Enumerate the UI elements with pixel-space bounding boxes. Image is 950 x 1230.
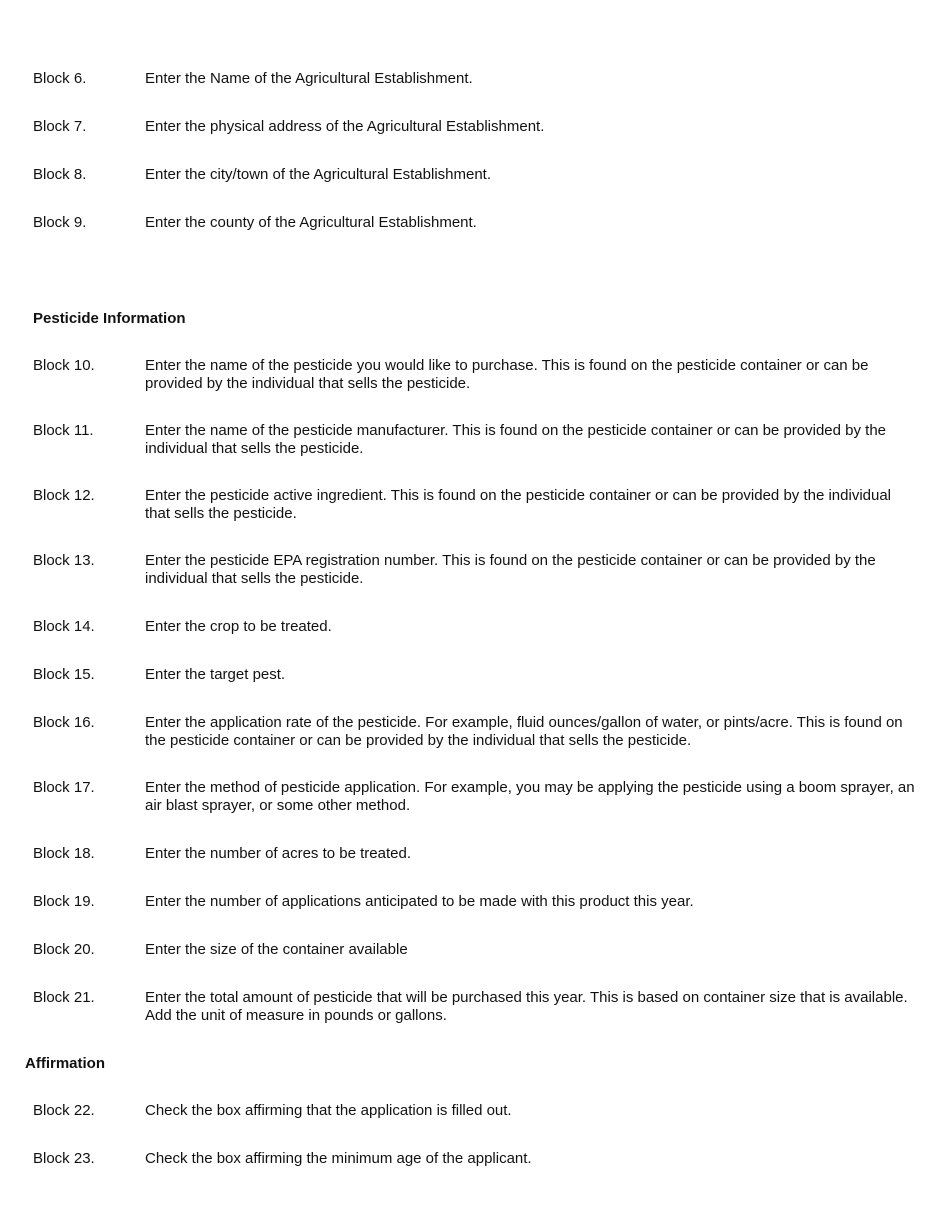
block-instruction: Enter the name of the pesticide manufacturer. This is found on the pesticide container or can be provided by the individual that sells the pesticide.	[145, 422, 887, 457]
block-label: Block 10.	[33, 357, 95, 374]
block-instruction: Enter the city/town of the Agricultural Establishment.	[145, 166, 492, 183]
block-label: Block 21.	[33, 989, 95, 1006]
block-label: Block 17.	[33, 779, 95, 796]
block-label: Block 7.	[33, 118, 87, 135]
block-label: Block 18.	[33, 845, 95, 862]
block-instruction: Enter the application rate of the pesticide. For example, fluid ounces/gallon of water, or pints/acre. This is found on the pesticide container or can be provided by the individual that sells the pesticide.	[145, 714, 903, 749]
block-instruction: Enter the number of applications anticipated to be made with this product this year.	[145, 893, 694, 910]
block-instruction: Enter the county of the Agricultural Establishment.	[145, 214, 477, 231]
block-label: Block 20.	[33, 941, 95, 958]
block-instruction: Check the box affirming the minimum age of the applicant.	[145, 1150, 532, 1167]
block-label: Block 22.	[33, 1102, 95, 1119]
block-label: Block 15.	[33, 666, 95, 683]
block-instruction: Enter the method of pesticide application. For example, you may be applying the pesticide using a boom sprayer, an air blast sprayer, or some other method.	[145, 779, 915, 814]
block-label: Block 19.	[33, 893, 95, 910]
block-instruction: Enter the Name of the Agricultural Establishment.	[145, 70, 473, 87]
block-label: Block 8.	[33, 166, 87, 183]
block-label: Block 9.	[33, 214, 87, 231]
block-label: Block 23.	[33, 1150, 95, 1167]
block-instruction: Enter the pesticide EPA registration number. This is found on the pesticide container or can be provided by the individual that sells the pesticide.	[145, 552, 876, 587]
block-instruction: Enter the name of the pesticide you would like to purchase. This is found on the pesticide container or can be provided by the individual that sells the pesticide.	[145, 357, 869, 392]
block-instruction: Enter the size of the container available	[145, 941, 408, 958]
block-instruction: Enter the crop to be treated.	[145, 618, 332, 635]
block-label: Block 16.	[33, 714, 95, 731]
section-heading-affirmation: Affirmation	[25, 1055, 105, 1072]
block-label: Block 6.	[33, 70, 87, 87]
block-instruction: Enter the target pest.	[145, 666, 286, 683]
block-label: Block 12.	[33, 487, 95, 504]
block-instruction: Enter the total amount of pesticide that will be purchased this year. This is based on container size that is available. Add the unit of measure in pounds or gallons.	[145, 989, 908, 1024]
section-heading-pesticide-information: Pesticide Information	[33, 310, 186, 327]
block-instruction: Enter the pesticide active ingredient. This is found on the pesticide container or can be provided by the individual that sells the pesticide.	[145, 487, 892, 522]
block-instruction: Enter the physical address of the Agricultural Establishment.	[145, 118, 545, 135]
block-label: Block 11.	[33, 422, 94, 439]
block-instruction: Enter the number of acres to be treated.	[145, 845, 411, 862]
block-label: Block 13.	[33, 552, 95, 569]
block-label: Block 14.	[33, 618, 95, 635]
block-instruction: Check the box affirming that the application is filled out.	[145, 1102, 512, 1119]
